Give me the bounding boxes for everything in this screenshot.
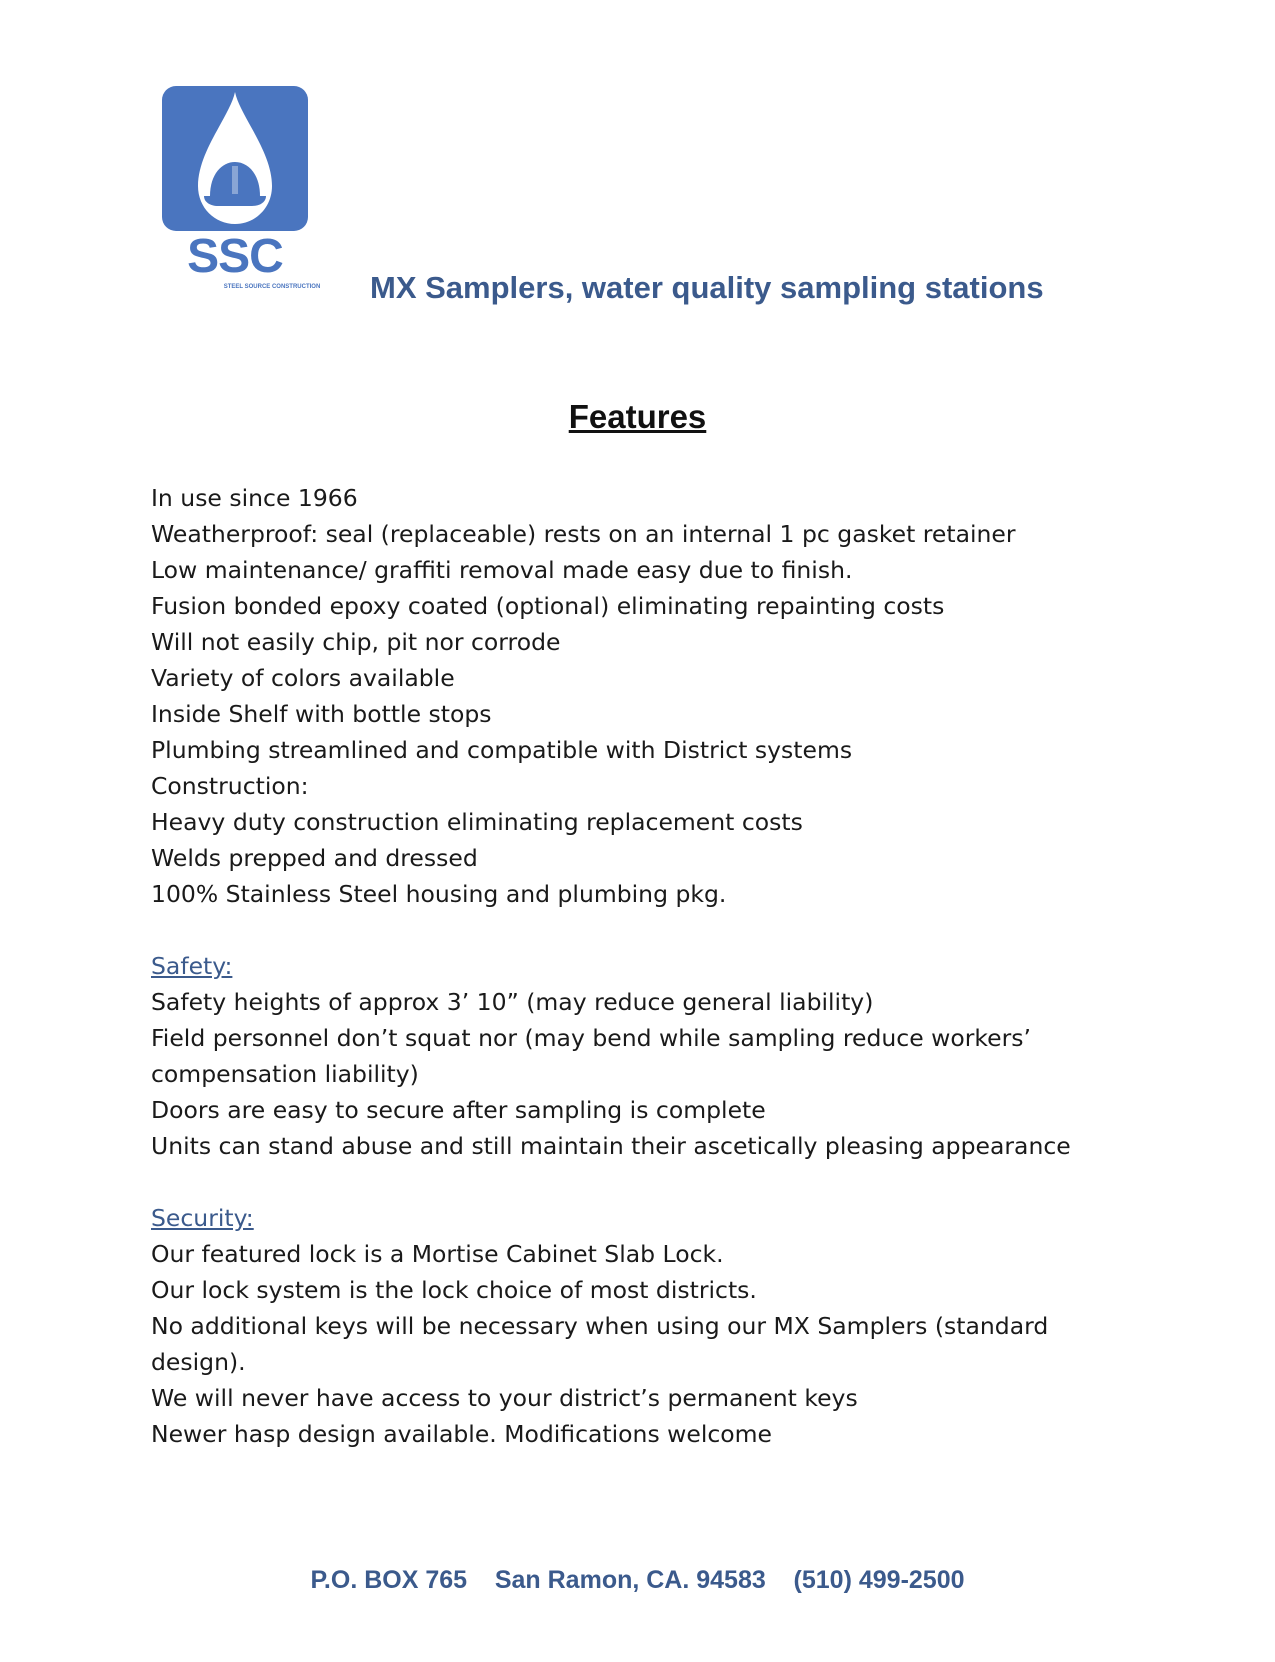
- feature-item: 100% Stainless Steel housing and plumbing pkg.: [151, 880, 727, 908]
- document-title: MX Samplers, water quality sampling stations: [370, 270, 1044, 305]
- feature-item: Welds prepped and dressed: [151, 844, 478, 872]
- security-item: We will never have access to your district’s permanent keys: [151, 1384, 858, 1412]
- feature-item: Will not easily chip, pit nor corrode: [151, 628, 561, 656]
- security-item: Newer hasp design available. Modifications welcome: [151, 1420, 773, 1448]
- feature-item: Fusion bonded epoxy coated (optional) eliminating repainting costs: [151, 592, 945, 620]
- logo-brand-text: SSC: [187, 230, 283, 283]
- section-spacer: [151, 912, 1151, 948]
- safety-item: Safety heights of approx 3’ 10” (may reduce general liability): [151, 988, 874, 1016]
- security-item: Our lock system is the lock choice of most districts.: [151, 1276, 757, 1304]
- logo-tagline-text: STEEL SOURCE CONSTRUCTION: [223, 284, 321, 290]
- security-item: Our featured lock is a Mortise Cabinet Slab Lock.: [151, 1240, 724, 1268]
- water-drop-hard-hat-logo-icon: [160, 86, 321, 296]
- security-item: No additional keys will be necessary when using our MX Samplers (standard design).: [151, 1312, 1049, 1376]
- safety-item: Doors are easy to secure after sampling is complete: [151, 1096, 766, 1124]
- document-body: [151, 480, 1151, 1452]
- feature-item: Inside Shelf with bottle stops: [151, 700, 492, 728]
- section-spacer: [151, 1164, 1151, 1200]
- security-section-title: Security:: [151, 1204, 254, 1232]
- feature-item: Heavy duty construction eliminating replacement costs: [151, 808, 803, 836]
- feature-item: Variety of colors available: [151, 664, 455, 692]
- safety-item: Field personnel don’t squat nor (may bend while sampling reduce workers’ compensation liability): [151, 1024, 1032, 1088]
- contact-footer: P.O. BOX 765 San Ramon, CA. 94583 (510) 499-2500: [310, 1566, 965, 1594]
- feature-item: Low maintenance/ graffiti removal made easy due to finish.: [151, 556, 853, 584]
- feature-item: Weatherproof: seal (replaceable) rests on an internal 1 pc gasket retainer: [151, 520, 1016, 548]
- feature-item: Plumbing streamlined and compatible with District systems: [151, 736, 853, 764]
- safety-item: Units can stand abuse and still maintain their ascetically pleasing appearance: [151, 1132, 1071, 1160]
- features-heading: Features: [568, 398, 707, 435]
- feature-item: Construction:: [151, 772, 309, 800]
- safety-section-title: Safety:: [151, 952, 233, 980]
- feature-item: In use since 1966: [151, 484, 358, 512]
- company-logo: [160, 86, 321, 296]
